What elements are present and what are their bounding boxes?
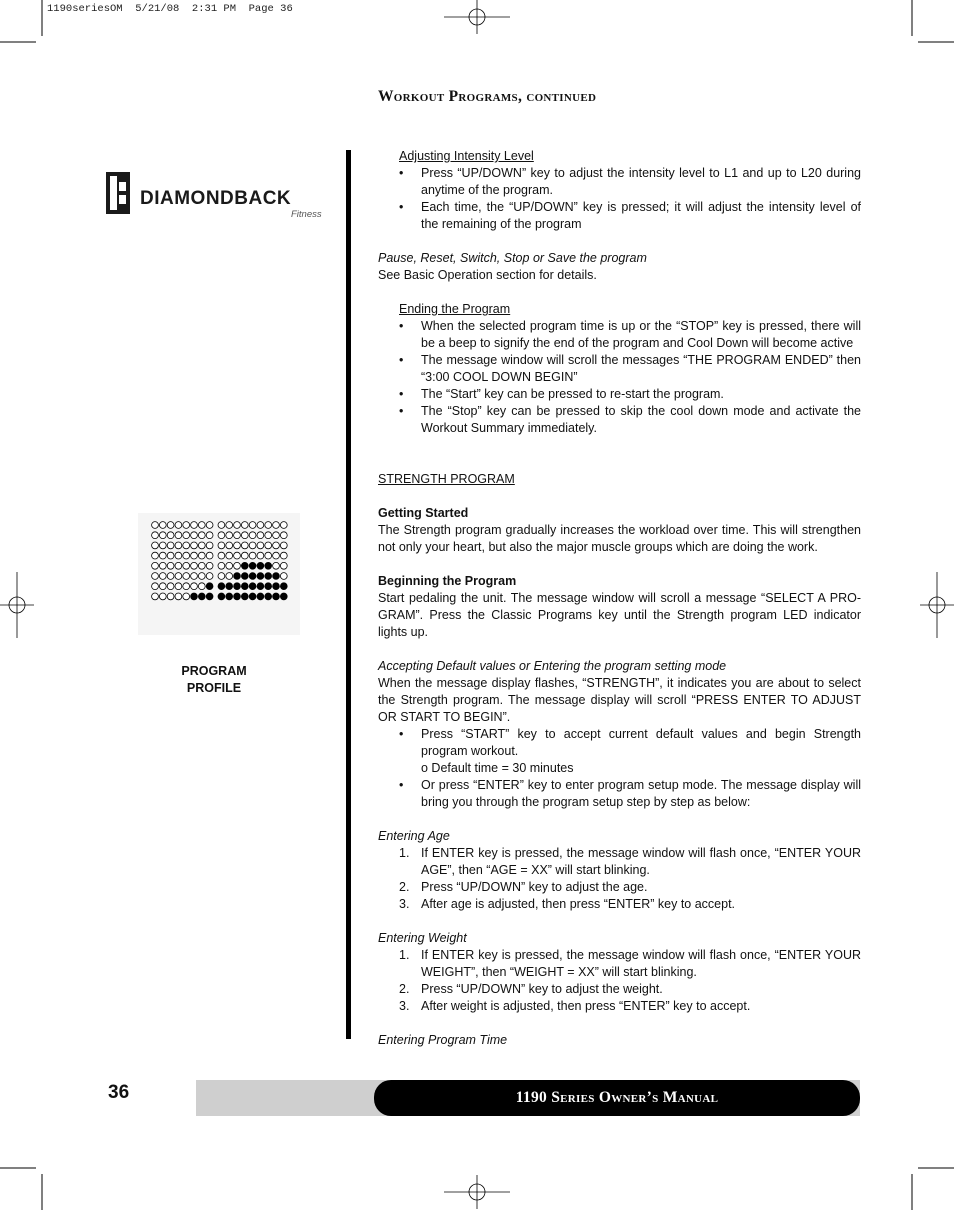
led-off [175, 522, 182, 529]
page-number: 36 [108, 1082, 130, 1103]
led-off [226, 573, 233, 580]
led-off [152, 583, 159, 590]
led-off [191, 573, 198, 580]
led-on [265, 583, 272, 590]
led-on [249, 562, 256, 569]
led-off [241, 532, 248, 539]
led-off [175, 573, 182, 580]
led-on [218, 583, 225, 590]
led-off [218, 562, 225, 569]
led-off [234, 562, 241, 569]
led-off [273, 542, 280, 549]
led-off [280, 573, 287, 580]
list-item [378, 352, 861, 386]
led-off [280, 552, 287, 559]
accepting-bullet-2: Or press “ENTER” key to enter program setup mode. The message display will bring you through the program setup step by step as below: [421, 778, 861, 809]
led-off [218, 522, 225, 529]
ending-bullet-3: The “Start” key can be pressed to re-start the program. [421, 387, 724, 401]
weight-step-2: Press “UP/DOWN” key to adjust the weight. [421, 982, 663, 996]
pause-heading: Pause, Reset, Switch, Stop or Save the program [378, 251, 647, 265]
strength-heading: STRENGTH PROGRAM [378, 472, 515, 486]
ending-bullet-4: The “Stop” key can be pressed to skip the cool down mode and activate the Workout Summary immediately. [421, 404, 861, 435]
adjusting-bullet-1: Press “UP/DOWN” key to adjust the intensity level to L1 and up to L20 during anytime of the program. [421, 166, 861, 197]
led-off [191, 542, 198, 549]
bullet-marker: • [399, 200, 404, 214]
led-off [159, 542, 166, 549]
list-item [378, 777, 861, 811]
led-on [257, 562, 264, 569]
led-off [191, 583, 198, 590]
led-off [175, 542, 182, 549]
vertical-rule [346, 150, 351, 1039]
led-off [159, 573, 166, 580]
led-off [218, 573, 225, 580]
bullet-marker: • [399, 727, 404, 741]
led-off [159, 593, 166, 600]
led-off [152, 552, 159, 559]
time-heading: Entering Program Time [378, 1033, 508, 1047]
led-on [226, 593, 233, 600]
led-off [265, 542, 272, 549]
ending-bullet-2: The message window will scroll the messages “THE PROGRAM ENDED” then “3:00 COOL DOWN BEGIN” [421, 353, 861, 384]
led-off [183, 532, 190, 539]
brand-wordmark: DIAMONDBACK [140, 188, 292, 209]
weight-step-3: After weight is adjusted, then press “ENTER” key to accept. [421, 999, 751, 1013]
led-off [167, 573, 174, 580]
led-on [226, 583, 233, 590]
led-off [167, 522, 174, 529]
led-off [198, 522, 205, 529]
brand-subtitle: Fitness [291, 209, 322, 220]
list-item [378, 879, 861, 896]
led-off [226, 562, 233, 569]
led-off [265, 552, 272, 559]
beginning-heading: Beginning the Program [378, 574, 517, 588]
accepting-sub-item: o Default time = 30 minutes [421, 761, 574, 775]
led-off [198, 583, 205, 590]
list-item [378, 998, 861, 1015]
led-off [226, 532, 233, 539]
led-off [183, 542, 190, 549]
led-on [265, 593, 272, 600]
bullet-marker: • [399, 404, 404, 418]
led-off [206, 562, 213, 569]
led-off [280, 522, 287, 529]
led-off [183, 573, 190, 580]
accepting-text: When the message display flashes, “STRENGTH”, it indicates you are about to select the Strength program. The message display will scroll “PRESS ENTER TO ADJUST OR START TO BEGIN”. [378, 676, 861, 724]
led-on [206, 583, 213, 590]
led-off [198, 552, 205, 559]
main-content [378, 148, 861, 1049]
list-item [378, 199, 861, 233]
number-marker: 1. [399, 948, 410, 962]
getting-started-text: The Strength program gradually increases the workload over time. This will strengthen not only your heart, but also the major muscle groups which are doing the work. [378, 523, 861, 554]
footer-title [374, 1080, 860, 1116]
led-on [273, 573, 280, 580]
led-off [159, 583, 166, 590]
weight-heading: Entering Weight [378, 931, 467, 945]
age-step-2: Press “UP/DOWN” key to adjust the age. [421, 880, 648, 894]
led-off [198, 532, 205, 539]
led-off [226, 542, 233, 549]
led-off [167, 542, 174, 549]
age-step-1: If ENTER key is pressed, the message window will flash once, “ENTER YOUR AGE”, then “AGE = XX” will start blinking. [421, 846, 861, 877]
number-marker: 1. [399, 846, 410, 860]
diamondback-emblem-icon [106, 170, 136, 216]
led-off [249, 532, 256, 539]
led-off [152, 593, 159, 600]
section-title [378, 88, 596, 106]
number-marker: 2. [399, 982, 410, 996]
led-on [273, 583, 280, 590]
list-item [378, 896, 861, 913]
led-on [249, 583, 256, 590]
led-off [152, 522, 159, 529]
led-off [241, 522, 248, 529]
accepting-heading: Accepting Default values or Entering the program setting mode [378, 659, 727, 673]
led-on [241, 573, 248, 580]
led-off [265, 532, 272, 539]
led-off [159, 532, 166, 539]
led-off [152, 562, 159, 569]
led-on [241, 593, 248, 600]
led-off [198, 573, 205, 580]
led-off [175, 583, 182, 590]
led-on [241, 562, 248, 569]
led-off [280, 532, 287, 539]
led-off [206, 552, 213, 559]
print-slug: 1190seriesOM 5/21/08 2:31 PM Page 36 [47, 3, 293, 15]
led-on [280, 583, 287, 590]
led-off [234, 542, 241, 549]
led-off [167, 552, 174, 559]
adjusting-heading: Adjusting Intensity Level [399, 149, 534, 163]
led-on [191, 593, 198, 600]
list-item [378, 726, 861, 760]
led-on [218, 593, 225, 600]
led-off [206, 532, 213, 539]
led-on [265, 562, 272, 569]
led-on [206, 593, 213, 600]
led-off [198, 562, 205, 569]
led-off [183, 522, 190, 529]
led-on [257, 583, 264, 590]
led-off [273, 532, 280, 539]
led-on [234, 583, 241, 590]
led-on [249, 573, 256, 580]
number-marker: 2. [399, 880, 410, 894]
list-item [378, 386, 861, 403]
led-off [159, 522, 166, 529]
led-off [175, 562, 182, 569]
led-off [183, 593, 190, 600]
led-off [249, 552, 256, 559]
led-off [152, 532, 159, 539]
program-profile-caption [164, 663, 264, 697]
led-off [152, 542, 159, 549]
section-title-text: Workout Programs, continued [378, 88, 597, 105]
program-profile-grid [138, 513, 300, 635]
led-off [265, 522, 272, 529]
list-item [378, 845, 861, 879]
adjusting-bullet-2: Each time, the “UP/DOWN” key is pressed; it will adjust the intensity level of the remaining of the program [421, 200, 861, 231]
led-off [273, 522, 280, 529]
led-off [198, 542, 205, 549]
led-off [249, 522, 256, 529]
list-item [378, 318, 861, 352]
getting-started-heading: Getting Started [378, 506, 469, 520]
led-on [257, 573, 264, 580]
led-on [280, 593, 287, 600]
number-marker: 3. [399, 897, 410, 911]
led-off [218, 542, 225, 549]
led-off [191, 552, 198, 559]
led-off [226, 552, 233, 559]
age-heading: Entering Age [378, 829, 450, 843]
led-off [191, 562, 198, 569]
led-off [206, 542, 213, 549]
led-off [257, 522, 264, 529]
led-off [241, 552, 248, 559]
bullet-marker: • [399, 387, 404, 401]
led-off [257, 552, 264, 559]
led-off [218, 552, 225, 559]
list-item [378, 947, 861, 981]
number-marker: 3. [399, 999, 410, 1013]
led-off [175, 593, 182, 600]
led-off [234, 522, 241, 529]
led-on [265, 573, 272, 580]
ending-heading: Ending the Program [399, 302, 511, 316]
led-off [280, 542, 287, 549]
led-off [234, 532, 241, 539]
led-off [175, 532, 182, 539]
list-item [378, 165, 861, 199]
led-off [159, 552, 166, 559]
age-step-3: After age is adjusted, then press “ENTER” key to accept. [421, 897, 736, 911]
led-off [175, 552, 182, 559]
led-off [183, 562, 190, 569]
profile-caption-line1: PROGRAM [181, 664, 247, 678]
led-off [167, 593, 174, 600]
led-on [198, 593, 205, 600]
ending-bullet-1: When the selected program time is up or the “STOP” key is pressed, there will be a beep to signify the end of the program and Cool Down will become active [421, 319, 861, 350]
led-on [273, 593, 280, 600]
led-off [206, 522, 213, 529]
led-off [280, 562, 287, 569]
led-on [241, 583, 248, 590]
led-on [234, 573, 241, 580]
led-on [249, 593, 256, 600]
weight-step-1: If ENTER key is pressed, the message window will flash once, “ENTER YOUR WEIGHT”, then “WEIGHT = XX” will start blinking. [421, 948, 861, 979]
led-off [206, 573, 213, 580]
led-off [167, 562, 174, 569]
profile-caption-line2: PROFILE [186, 681, 242, 695]
program-profile-box [138, 513, 300, 635]
led-off [167, 532, 174, 539]
led-off [191, 532, 198, 539]
led-off [241, 542, 248, 549]
led-off [183, 583, 190, 590]
led-off [167, 583, 174, 590]
list-item [378, 981, 861, 998]
bullet-marker: • [399, 353, 404, 367]
accepting-bullet-1: Press “START” key to accept current default values and begin Strength program workout. [421, 727, 861, 758]
footer-title-text: 1190 Series Owner’s Manual [515, 1089, 719, 1106]
led-on [257, 593, 264, 600]
led-off [257, 532, 264, 539]
led-off [226, 522, 233, 529]
led-off [152, 573, 159, 580]
led-off [159, 562, 166, 569]
led-on [234, 593, 241, 600]
led-off [234, 552, 241, 559]
led-off [183, 552, 190, 559]
led-off [273, 552, 280, 559]
list-item [378, 403, 861, 437]
led-off [191, 522, 198, 529]
led-off [257, 542, 264, 549]
led-off [218, 532, 225, 539]
beginning-text: Start pedaling the unit. The message window will scroll a message “SELECT A PRO-GRAM”. Press the Classic Programs key until the Strength program LED indicator lights up. [378, 591, 861, 639]
pause-text: See Basic Operation section for details. [378, 268, 597, 282]
led-off [273, 562, 280, 569]
bullet-marker: • [399, 319, 404, 333]
bullet-marker: • [399, 166, 404, 180]
bullet-marker: • [399, 778, 404, 792]
led-off [249, 542, 256, 549]
